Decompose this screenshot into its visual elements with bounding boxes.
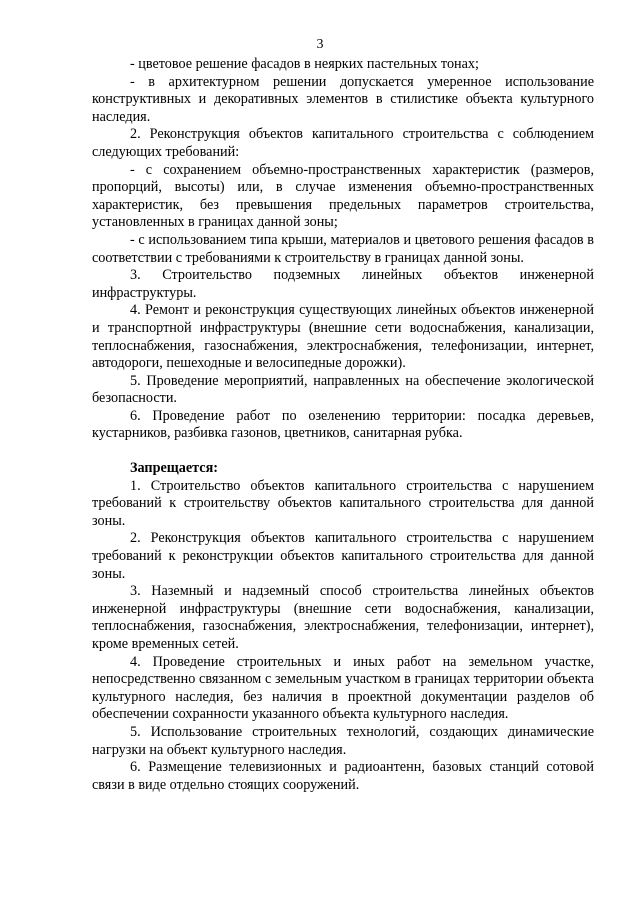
paragraph: 5. Использование строительных технологий, создающих динамические нагрузки на объект культурного наследия. (92, 723, 594, 758)
paragraph: 5. Проведение мероприятий, направленных на обеспечение экологической безопасности. (92, 372, 594, 407)
paragraph: 1. Строительство объектов капитального строительства с нарушением требований к строительству объектов капитального строительства для данной зоны. (92, 477, 594, 529)
section-heading-prohibited: Запрещается: (130, 460, 218, 477)
paragraph: 4. Проведение строительных и иных работ на земельном участке, непосредственно связанном с земельным участком в границах территории объекта культурного наследия, без наличия в проектной документации разделов об обеспечении сохранности указанного объекта культурного наследия. (92, 653, 594, 723)
paragraph: 3. Строительство подземных линейных объектов инженерной инфраструктуры. (92, 267, 594, 301)
paragraph: 2. Реконструкция объектов капитального строительства с соблюдением следующих требований: (92, 126, 594, 160)
paragraph: - в архитектурном решении допускается умеренное использование конструктивных и декоративных элементов в стилистике объекта культурного наследия. (92, 73, 594, 125)
paragraph: 4. Ремонт и реконструкция существующих линейных объектов инженерной и транспортной инфраструктуры (внешние сети водоснабжения, канализации, теплоснабжения, газоснабжения, электроснабжения, телефонизации, интернет, автодороги, пешеходные и велосипедные дорожки). (92, 302, 594, 372)
paragraph: 6. Размещение телевизионных и радиоантенн, базовых станций сотовой связи в виде отдельно стоящих сооружений. (92, 759, 594, 793)
paragraph: - с использованием типа крыши, материалов и цветового решения фасадов в соответствии с требованиями к строительству в границах данной зоны. (92, 231, 594, 266)
document-body (92, 56, 594, 794)
paragraph: - цветовое решение фасадов в неярких пастельных тонах; (130, 56, 479, 72)
paragraph: 6. Проведение работ по озеленению территории: посадка деревьев, кустарников, разбивка газонов, цветников, санитарная рубка. (92, 407, 594, 442)
paragraph: 2. Реконструкция объектов капитального строительства с нарушением требований к реконструкции объектов капитального строительства для данной зоны. (92, 530, 594, 582)
paragraph: 3. Наземный и надземный способ строительства линейных объектов инженерной инфраструктуры (внешние сети водоснабжения, канализации, теплоснабжения, газоснабжения, электроснабжения, телефонизации, интернет), кроме временных сетей. (92, 583, 594, 652)
page-number: 3 (316, 37, 324, 52)
paragraph: - с сохранением объемно-пространственных характеристик (размеров, пропорций, высоты) или, в случае изменения объемно-пространственных характеристик, без превышения предельных параметров строительства, установленных в границах данной зоны; (92, 161, 594, 231)
